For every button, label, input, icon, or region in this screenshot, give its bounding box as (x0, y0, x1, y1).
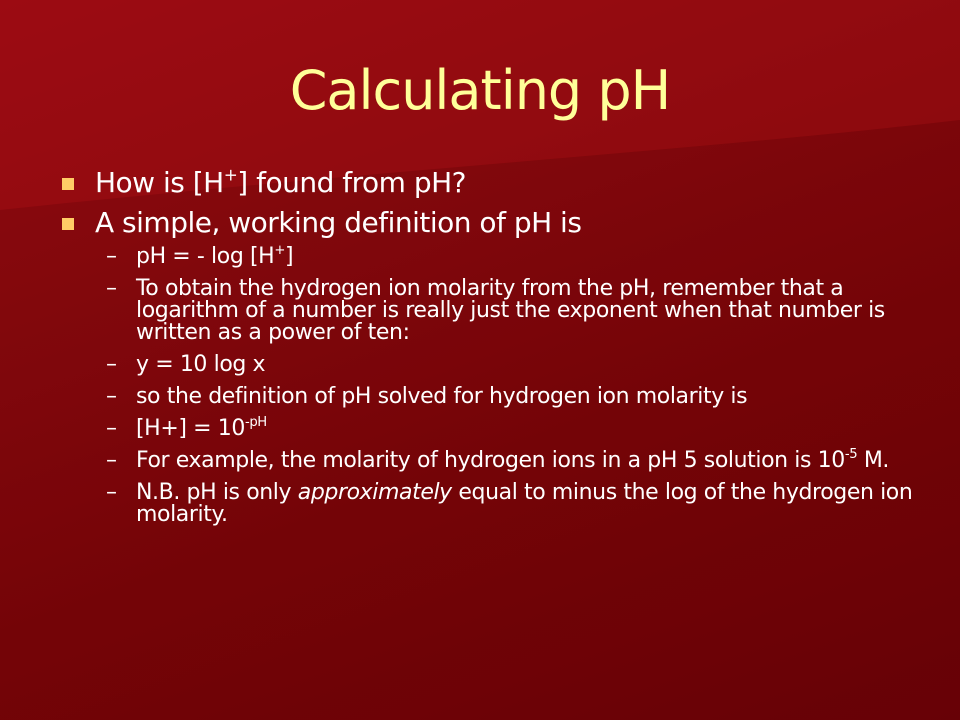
square-bullet-icon (62, 218, 74, 230)
bullet-text-part: ] found from pH? (237, 166, 467, 199)
italic-emphasis: approximately (297, 480, 452, 505)
sub-bullet-text-part: [H+] = 10 (136, 416, 245, 441)
dash-bullet-icon: – (106, 352, 117, 377)
superscript: -pH (244, 414, 267, 430)
bullet-list (62, 166, 922, 536)
superscript: + (223, 164, 238, 185)
sub-bullet-text-part: ] (284, 244, 294, 269)
bullet-text-part: How is [H (95, 166, 224, 199)
sub-bullet-text-part: For example, the molarity of hydrogen ions in a pH 5 solution is 10 (136, 448, 845, 473)
sub-bullet-text-part: pH = - log [H (136, 244, 275, 269)
dash-bullet-icon: – (106, 448, 117, 473)
sub-bullet-text-part: N.B. pH is only (136, 480, 298, 505)
sub-bullet-text: so the definition of pH solved for hydrogen ion molarity is (136, 384, 748, 409)
sub-bullet-text: y = 10 log x (136, 352, 266, 377)
sub-bullet-item (62, 414, 922, 441)
square-bullet-icon (62, 178, 74, 190)
sub-bullet-item (62, 386, 922, 408)
sub-bullet-item (62, 278, 922, 344)
sub-bullet-item (62, 446, 922, 473)
superscript: -5 (844, 446, 858, 462)
sub-bullet-item (62, 482, 922, 526)
dash-bullet-icon: – (106, 416, 117, 441)
bullet-item (62, 166, 922, 200)
superscript: + (274, 242, 285, 258)
sub-bullet-item (62, 354, 922, 376)
dash-bullet-icon: – (106, 480, 117, 505)
sub-bullet-text: To obtain the hydrogen ion molarity from the pH, remember that a logarithm of a number is really just the exponent when that number is written as a power of ten: (136, 276, 885, 345)
dash-bullet-icon: – (106, 384, 117, 409)
dash-bullet-icon: – (106, 244, 117, 269)
bullet-item (62, 206, 922, 240)
sub-bullet-text-part: M. (857, 448, 890, 473)
bullet-text: A simple, working definition of pH is (95, 206, 582, 239)
slide-title: Calculating pH (289, 59, 671, 122)
dash-bullet-icon: – (106, 276, 117, 301)
sub-bullet-item (62, 242, 922, 269)
sub-bullet-text-part: equal to minus the log of the hydrogen ion molarity. (136, 480, 913, 527)
